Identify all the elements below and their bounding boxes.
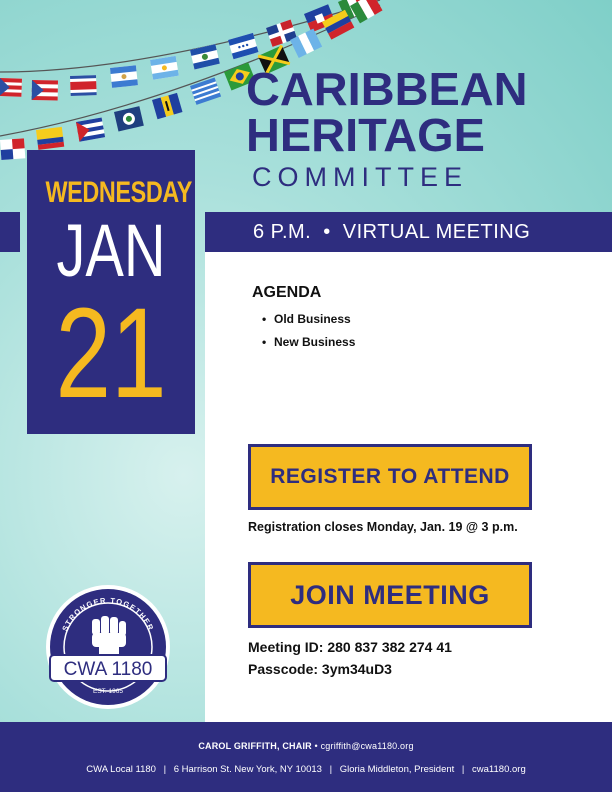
agenda-item: • New Business xyxy=(262,335,355,349)
meeting-type: VIRTUAL MEETING xyxy=(342,220,531,243)
flag-honduras xyxy=(228,33,259,59)
flag-barbados xyxy=(152,93,183,119)
footer-sep: | xyxy=(461,764,465,775)
title-caribbean: CARIBBEAN xyxy=(246,63,528,115)
date-month: JAN xyxy=(56,209,166,292)
flag-costa-rica xyxy=(70,75,97,96)
flag-nicaragua xyxy=(110,65,138,88)
logo-est: EST. 1965 xyxy=(93,688,123,695)
flag-mexico-2 xyxy=(350,0,383,23)
title-heritage: HERITAGE xyxy=(246,109,485,161)
title-committee: COMMITTEE xyxy=(252,162,468,192)
flag-el-salvador xyxy=(190,44,220,69)
footer-local: CWA Local 1180 xyxy=(86,764,156,775)
footer-sep: | xyxy=(163,764,167,775)
logo-ring-text: STRONGER TOGETHER xyxy=(60,595,156,633)
flag-panama xyxy=(0,138,25,160)
flag-puerto-rico xyxy=(0,78,22,97)
agenda-section xyxy=(252,284,355,358)
flag-grenada xyxy=(114,106,144,131)
footer-website[interactable]: cwa1180.org xyxy=(472,764,526,775)
agenda-item: • Old Business xyxy=(262,312,355,326)
footer-chair-line xyxy=(0,741,612,751)
footer-president: Gloria Middleton, President xyxy=(339,764,455,775)
meeting-info-band xyxy=(205,212,612,252)
join-meeting-button[interactable]: JOIN MEETING xyxy=(248,562,532,628)
meeting-credentials xyxy=(248,636,452,680)
meeting-id: Meeting ID: 280 837 382 274 41 xyxy=(248,639,452,655)
flag-greece xyxy=(190,78,221,105)
chair-email[interactable]: cgriffith@cwa1180.org xyxy=(320,741,414,751)
title-block xyxy=(246,63,606,193)
chair-name: CAROL GRIFFITH, CHAIR xyxy=(198,741,312,751)
footer-info-line xyxy=(0,764,612,775)
logo-name: CWA 1180 xyxy=(63,659,153,680)
footer-address: 6 Harrison St. New York, NY 10013 xyxy=(173,764,322,775)
cwa-1180-logo xyxy=(44,583,172,711)
agenda-list xyxy=(252,312,355,349)
meeting-time: 6 P.M. xyxy=(253,220,312,243)
register-button[interactable]: REGISTER TO ATTEND xyxy=(248,444,532,510)
chair-separator: • xyxy=(314,741,318,751)
footer xyxy=(0,722,612,792)
flag-puerto-rico-2 xyxy=(32,80,58,100)
flag-colombia xyxy=(36,127,64,150)
date-day-number: 21 xyxy=(55,282,167,425)
date-box xyxy=(27,150,195,434)
agenda-heading: AGENDA xyxy=(252,284,322,301)
flag-argentina xyxy=(150,56,179,80)
footer-sep: | xyxy=(329,764,333,775)
flag-cuba xyxy=(76,117,105,141)
band-separator: • xyxy=(323,220,331,243)
date-weekday: WEDNESDAY xyxy=(45,176,192,209)
meeting-passcode: Passcode: 3ym34uD3 xyxy=(248,661,392,677)
registration-note: Registration closes Monday, Jan. 19 @ 3 p.m. xyxy=(248,520,518,534)
band-left-accent xyxy=(0,212,20,252)
